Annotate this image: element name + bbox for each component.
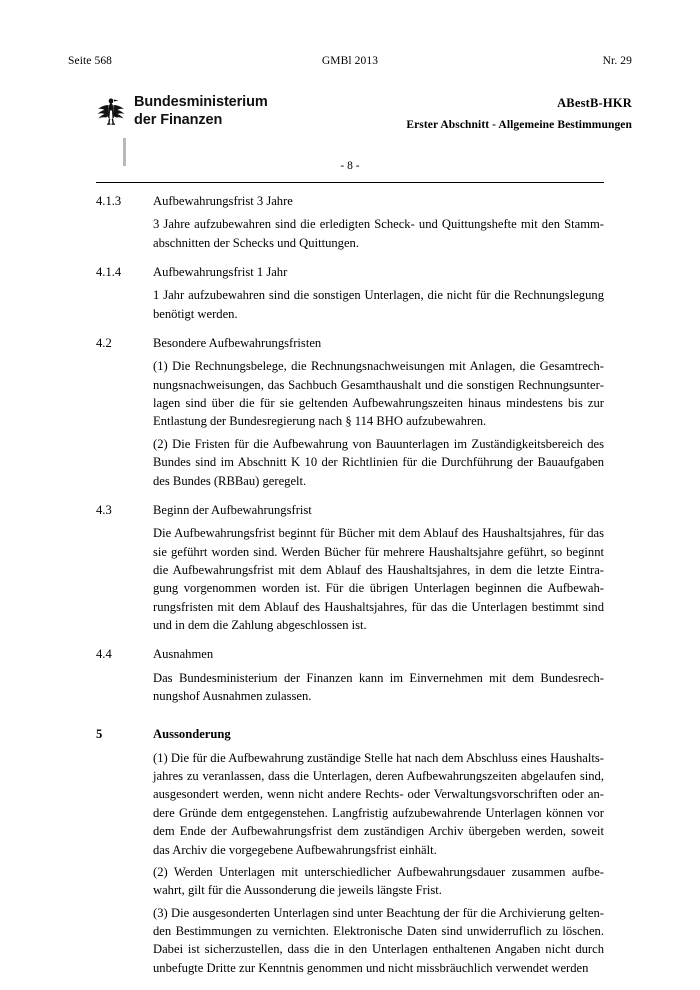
section-spacer	[96, 705, 604, 714]
section-title: Ausnahmen	[153, 647, 214, 662]
section-heading	[96, 334, 604, 352]
section-paragraph: (1) Die Rechnungsbelege, die Rechnungsnachweisungen mit Anlagen, die Gesamtrechnungsnachweisungen, das Sachbuch Gesamthaushalt und die sonstigen Rechnungsunterlagen sind über die für sie geltenden Aufbewahrungszeiten hinaus mindestens bis zur Entlastung der Bundesregierung nach § 114 BHO aufzubewahren.	[153, 359, 604, 429]
header-divider	[96, 182, 604, 183]
section-heading	[96, 263, 604, 281]
masthead	[96, 94, 632, 156]
document-body	[96, 192, 604, 977]
section-paragraph: (2) Die Fristen für die Aufbewahrung von Bauunterlagen im Zuständigkeitsbereich des Bundes sind im Abschnitt K 10 der Richtlinien für die Durchführung der Bauaufgaben des Bundes (RBBau) geregelt.	[153, 436, 604, 488]
document-code: ABestB-HKR	[557, 96, 632, 110]
section-title: Aussonderung	[153, 727, 231, 742]
section-title: Aufbewahrungsfrist 3 Jahre	[153, 194, 293, 208]
section-number: 4.1.4	[96, 265, 122, 279]
section-paragraph: 1 Jahr aufzubewahren sind die sonstigen Unterlagen, die nicht für die Rechnungslegung benötigt werden.	[153, 288, 604, 321]
running-head-publication: GMBl 2013	[321, 55, 379, 67]
federal-eagle-icon	[96, 95, 126, 129]
section-heading	[96, 645, 604, 663]
page-marker: - 8 -	[340, 160, 360, 172]
section-paragraph: 3 Jahre aufzubewahren sind die erledigten Scheck- und Quittungshefte mit den Stammabschnitten der Schecks und Quittungen.	[153, 217, 604, 250]
section-paragraph: (2) Werden Unterlagen mit unterschiedlicher Aufbewahrungsdauer zusammen aufbewahrt, gilt für die Aussonderung die jeweils längste Frist.	[153, 864, 604, 898]
section-heading	[96, 725, 604, 743]
document-identifier	[406, 96, 632, 131]
section-number: 4.3	[96, 502, 112, 517]
running-head-issue: Nr. 29	[602, 55, 632, 67]
section-heading	[96, 192, 604, 210]
section-title: Besondere Aufbewahrungsfristen	[153, 336, 322, 350]
document-section-title: Erster Abschnitt - Allgemeine Bestimmungen	[406, 119, 632, 131]
section-number: 4.1.3	[96, 194, 122, 208]
section-number: 5	[96, 727, 103, 742]
running-head	[68, 55, 632, 67]
ministry-name-line1: Bundesministerium	[134, 94, 268, 110]
section-paragraph: Das Bundesministerium der Finanzen kann im Einvernehmen mit dem Bundesrechnungshof Ausnahmen zulassen.	[153, 670, 604, 703]
section-paragraph: (1) Die für die Aufbewahrung zuständige Stelle hat nach dem Abschluss eines Haushaltsjahres zu veranlassen, dass die Unterlagen, deren Aufbewahrungszeiten abgelaufen sind, ausgesondert werden, wenn nicht andere Rechts- oder Verwaltungsvorschriften oder andere Gründe dem entgegenstehen. Langfristig aufzubewahrende Unterlagen können vor dem Ende der Aufbewahrungsfrist dem zuständigen Archiv übergeben werden, soweit das Archiv die vorgegebene Aufbewahrungsfrist einhält.	[153, 750, 604, 857]
section-number: 4.2	[96, 336, 112, 350]
section-number: 4.4	[96, 647, 112, 662]
running-head-page-number: Seite 568	[68, 55, 113, 67]
section-paragraph: Die Aufbewahrungsfrist beginnt für Bücher mit dem Ablauf des Haushaltsjahres, für das sie geführt worden sind. Werden Bücher für mehrere Haushaltsjahre geführt, so beginnt die Aufbewahrungsfrist mit dem Ablauf des Haushaltsjahres, in dem die letzte Eintragung vorgenommen worden ist. Für die übrigen Unterlagen beginnen die Aufbewahrungsfristen mit dem Ablauf des Haushaltsjahres, für das die Unterlagen bestimmt sind und in dem die Zahlung abgeschlossen ist.	[153, 526, 604, 632]
section-title: Aufbewahrungsfrist 1 Jahr	[153, 265, 288, 279]
ministry-logo	[96, 94, 268, 129]
section-heading	[96, 501, 604, 519]
ministry-name	[134, 94, 268, 129]
ministry-name-line2: der Finanzen	[134, 111, 223, 128]
section-title: Beginn der Aufbewahrungsfrist	[153, 502, 312, 517]
section-paragraph: (3) Die ausgesonderten Unterlagen sind unter Beachtung der für die Archivierung geltenden Bestimmungen zu vernichten. Elektronische Daten sind unwiderruflich zu löschen. Dabei ist sicherzustellen, dass die in den Unterlagen enthaltenen Angaben nicht durch unbefugte Dritte zur Kenntnis genommen und nicht missbräuchlich verwendet werden	[153, 905, 604, 975]
